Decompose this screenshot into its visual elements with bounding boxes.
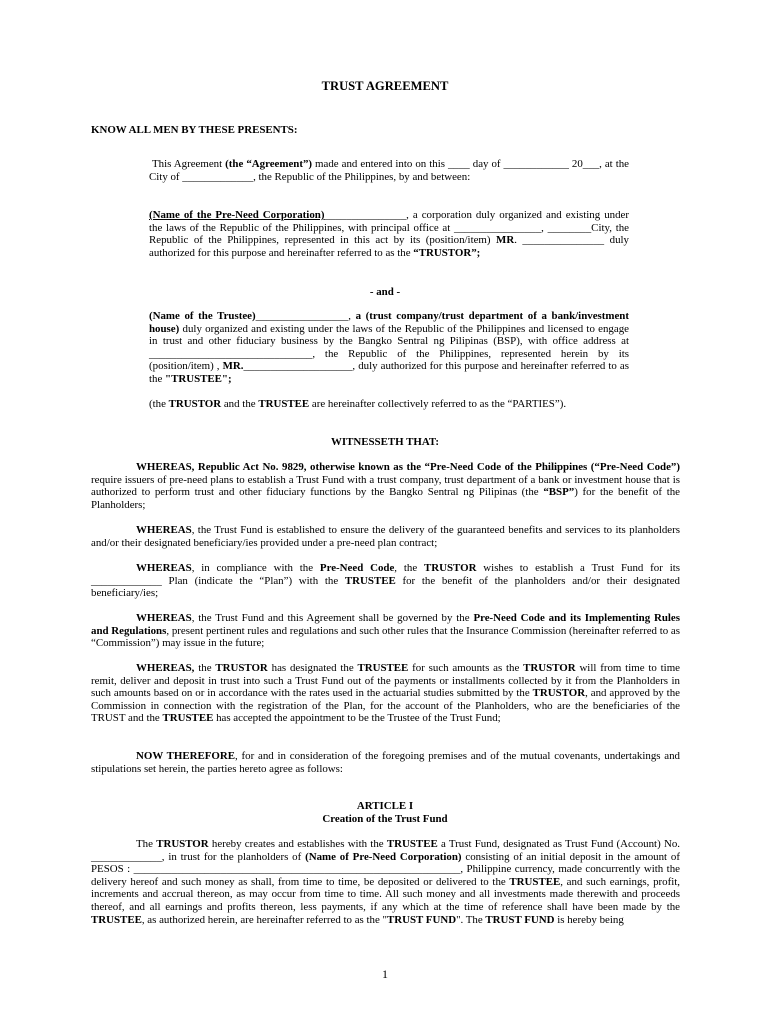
parties-paragraph: (the TRUSTOR and the TRUSTEE are hereinafter collectively referred to as the “PARTIES”). [149, 398, 567, 410]
trustor-paragraph: (Name of the Pre-Need Corporation)_______________, a corporation duly organized and existing under the laws of the Republic of the Philippines, with principal office at ________________, ________City, the Republic of the Philippines, represented in this act by its (position/item) MR. _______________ duly authorized for this purpose and hereinafter referred to as the “TRUSTOR”; [149, 209, 629, 259]
and-separator: - and - [369, 286, 401, 298]
article-number: ARTICLE I [356, 800, 414, 812]
page-number: 1 [382, 967, 388, 981]
trustee-paragraph: (Name of the Trustee)_________________, a (trust company/trust department of a bank/investment house) duly organized and existing under the laws of the Republic of the Philippines and licensed to engage in trust and other fiduciary business by the Bangko Sentral ng Pilipinas (BSP), with office address at ______________________________, the Republic of the Philippines, represented herein by its (position/item) , MR.____________________, duly authorized for this purpose and hereinafter referred to as the "TRUSTEE"; [149, 310, 629, 385]
article-1-paragraph: The TRUSTOR hereby creates and establishes with the TRUSTEE a Trust Fund, designated as Trust Fund (Account) No. _____________, in trust for the planholders of (Name of Pre-Need Corporation) consisting of an initial deposit in the amount of PESOS : ____________________________________________________________, Philippine currency, made concurrently with the delivery hereof and such money as shall, from time to time, be deposited or delivered to the TRUSTEE, and such earnings, profit, increments and accrual thereon, as may occur from time to time. All such money and all investments made therewith and proceeds thereof, and all earnings and profits thereon, less payments, if any which at the time of reference shall have been made by the TRUSTEE, as authorized herein, are hereinafter referred to as the "TRUST FUND". The TRUST FUND is hereby being [91, 838, 680, 926]
now-therefore-paragraph: NOW THEREFORE, for and in consideration of the foregoing premises and of the mutual covenants, undertakings and stipulations set herein, the parties hereto agree as follows: [91, 750, 681, 775]
whereas-paragraph-2: WHEREAS, the Trust Fund is established to ensure the delivery of the guaranteed benefits and services to its planholders and/or their designated beneficiary/ies provided under a pre-need plan contract; [91, 524, 680, 549]
whereas-paragraph-3: WHEREAS, in compliance with the Pre-Need Code, the TRUSTOR wishes to establish a Trust Fund for its _____________ Plan (indicate the “Plan”) with the TRUSTEE for the benefit of the planholders and/or their designated beneficiary/ies; [91, 562, 680, 600]
agreement-paragraph: This Agreement (the “Agreement”) made and entered into on this ____ day of ____________ 20___, at the City of _____________, the Republic of the Philippines, by and between: [149, 158, 630, 183]
whereas-paragraph-1: WHEREAS, Republic Act No. 9829, otherwise known as the “Pre-Need Code of the Philippines (“Pre-Need Code”) require issuers of pre-need plans to establish a Trust Fund with a trust company, trust department of a bank or investment house that is authorized to perform trust and other fiduciary functions by the Bangko Sentral ng Pilipinas (the “BSP”) for the benefit of the Planholders; [91, 461, 680, 511]
article-title: Creation of the Trust Fund [322, 813, 448, 825]
document-title: TRUST AGREEMENT [321, 79, 449, 93]
witnesseth-heading: WITNESSETH THAT: [330, 436, 440, 448]
know-all-heading: KNOW ALL MEN BY THESE PRESENTS: [91, 124, 298, 136]
whereas-paragraph-5: WHEREAS, the TRUSTOR has designated the TRUSTEE for such amounts as the TRUSTOR will from time to time remit, deliver and deposit in trust into such a Trust Fund out of the payments or installments collected by it from the Planholders in such amounts based on or in accordance with the rates used in the actuarial studies submitted by the TRUSTOR, and approved by the Commission in connection with the registration of the Plan, for the account of the Planholders, who are the beneficiaries of the TRUST and the TRUSTEE has accepted the appointment to be the Trustee of the Trust Fund; [91, 662, 680, 725]
whereas-paragraph-4: WHEREAS, the Trust Fund and this Agreement shall be governed by the Pre-Need Code and its Implementing Rules and Regulations, present pertinent rules and regulations and such other rules that the Insurance Commission (hereinafter referred to as “Commission”) may issue in the future; [91, 612, 681, 650]
